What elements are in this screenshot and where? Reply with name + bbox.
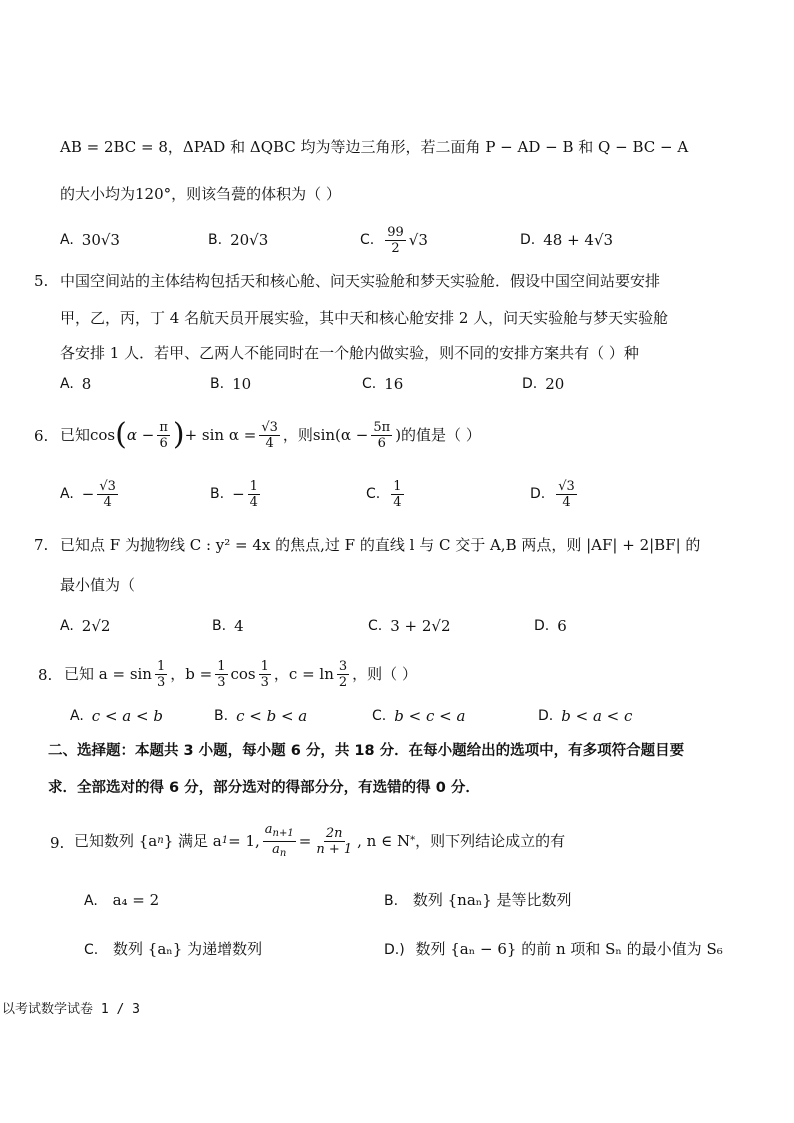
q5-options: [60, 362, 740, 406]
q8-option-c: C. b < c < a: [372, 707, 466, 725]
fraction: $\frac{√3}{4}$: [261, 419, 278, 451]
q7-stem-line1: 已知点 F 为抛物线 C : y² = 4x 的焦点,过 F 的直线 l 与 C 交于 A,B 两点，则 |AF| + 2|BF| 的: [60, 536, 701, 554]
q6-option-c: C. $\frac{1}{4}$: [366, 478, 402, 510]
q4-option-b: B. 20√3: [208, 231, 269, 249]
q5-option-a: A. 8: [60, 375, 92, 393]
q8-options: [70, 694, 750, 738]
fraction: $\frac{a_{n+1}}{a_n}$: [264, 821, 294, 859]
q7-options: [60, 604, 740, 648]
q7-number: 7.: [34, 536, 49, 554]
q5-stem-line3: 各安排 1 人．若甲、乙两人不能同时在一个舱内做实验，则不同的安排方案共有（ ）种: [60, 344, 639, 362]
q7-option-b: B. 4: [212, 617, 244, 635]
q9-option-d: D.) 数列 {aₙ − 6} 的前 n 项和 Sₙ 的最小值为 S₆: [384, 940, 723, 958]
q6-number: 6.: [34, 427, 49, 445]
q4-option-c: C. $\frac{99}{2}$ √3: [360, 224, 428, 256]
q8-stem: 已知 a = sin $\frac{1}{3}$ ，b = $\frac{1}{3}$ cos $\frac{1}{3}$ ，c = ln $\frac{3}{2}$ ，则（ ）: [64, 658, 417, 690]
q5-stem-line2: 甲，乙，丙，丁 4 名航天员开展实验，其中天和核心舱安排 2 人，问天实验舱与梦天实验舱: [60, 309, 669, 327]
q9-number: 9.: [50, 834, 65, 852]
fraction: $\frac{1}{4}$: [393, 478, 402, 510]
q4-stem-line1: AB = 2BC = 8，ΔPAD 和 ΔQBC 均为等边三角形，若二面角 P − AD − B 和 Q − BC − A: [60, 138, 689, 156]
fraction: $\frac{2n}{n + 1}$: [316, 825, 353, 857]
q9-option-b: B. 数列 {naₙ} 是等比数列: [384, 891, 572, 909]
fraction: $\frac{1}{3}$: [260, 658, 269, 690]
q9-stem: 已知数列 {a n } 满足 a 1 = 1, $\frac{a_{n+1}}{a_n}$ = $\frac{2n}{n + 1}$ , n ∈ N * ，则下列结论成立的有: [74, 821, 566, 859]
section2-heading-line1: 二、选择题：本题共 3 小题，每小题 6 分，共 18 分．在每小题给出的选项中，有多项符合题目要: [48, 743, 685, 759]
q6-option-d: D. $\frac{√3}{4}$: [530, 478, 575, 510]
q4-stem-line2: 的大小均为120°，则该刍甍的体积为（ ）: [60, 185, 341, 203]
q9-option-c: C. 数列 {aₙ} 为递增数列: [84, 940, 263, 958]
fraction: $\frac{3}{2}$: [338, 658, 348, 690]
fraction: $\frac{1}{3}$: [156, 658, 166, 690]
q5-option-d: D. 20: [522, 375, 565, 393]
q6-stem: 已知cos ( α − $\frac{\pi}{6}$ ) + sin α = $\frac{√3}{4}$ ，则sin(α − $\frac{5\pi}{6}$ )的值是（ ）: [60, 417, 481, 452]
fraction: $\frac{5\pi}{6}$: [373, 419, 391, 451]
q5-option-b: B. 10: [210, 375, 252, 393]
fraction: $\frac{99}{2}$: [387, 224, 404, 256]
fraction: $\frac{\pi}{6}$: [159, 419, 168, 451]
fraction: $\frac{1}{3}$: [217, 658, 226, 690]
q7-option-d: D. 6: [534, 617, 567, 635]
q8-number: 8.: [38, 666, 53, 684]
section2-heading-line2: 求．全部选对的得 6 分，部分选对的得部分分，有选错的得 0 分．: [48, 780, 480, 796]
q4-option-d: D. 48 + 4√3: [520, 231, 614, 249]
q4-option-a: A. 30√3: [60, 231, 120, 249]
q6-option-a: A. − $\frac{√3}{4}$: [60, 478, 116, 510]
fraction: $\frac{1}{4}$: [249, 478, 258, 510]
q4-options: [60, 218, 740, 262]
q8-option-d: D. b < a < c: [538, 707, 633, 725]
q7-option-c: C. 3 + 2√2: [368, 617, 451, 635]
q7-stem-line2: 最小值为（: [60, 576, 136, 594]
q8-option-a: A. c < a < b: [70, 707, 163, 725]
q5-option-c: C. 16: [362, 375, 404, 393]
q6-option-b: B. − $\frac{1}{4}$: [210, 478, 258, 510]
q6-options: [60, 472, 740, 516]
q8-option-b: B. c < b < a: [214, 707, 308, 725]
page-footer: 以考试数学试卷 1 / 3: [2, 1002, 140, 1017]
fraction: $\frac{√3}{4}$: [558, 478, 575, 510]
q5-number: 5.: [34, 272, 49, 290]
fraction: $\frac{√3}{4}$: [99, 478, 116, 510]
q5-stem-line1: 中国空间站的主体结构包括天和核心舱、问天实验舱和梦天实验舱．假设中国空间站要安排: [60, 272, 661, 290]
q7-option-a: A. 2√2: [60, 617, 111, 635]
q9-option-a: A. a₄ = 2: [84, 891, 160, 909]
